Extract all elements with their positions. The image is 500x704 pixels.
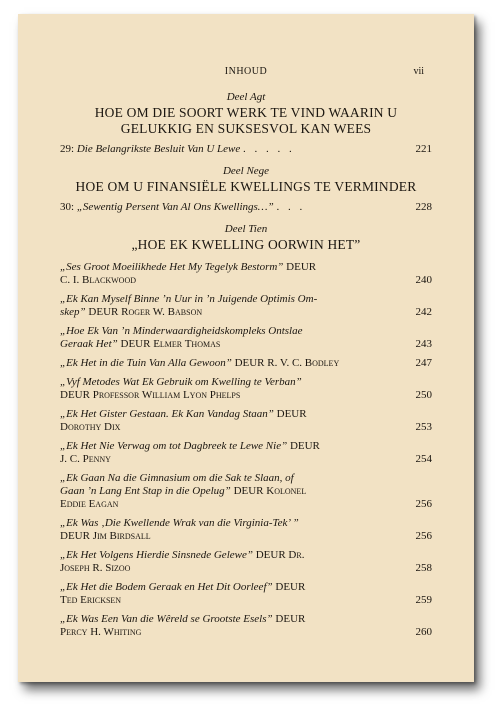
entry-author: Eddie Eagan	[60, 498, 119, 510]
entry-deur: DEUR	[120, 338, 151, 350]
entry-title: „Ek Het die Bodem Geraak en Het Dit Oorleef”	[60, 581, 273, 593]
list-item	[60, 613, 432, 639]
entry-author: Joseph R. Sizoo	[60, 562, 131, 574]
entry-author: J. C. Penny	[60, 453, 111, 465]
entry-author: C. I. Blackwood	[60, 274, 136, 286]
entry-title: „Ek Het Gister Gestaan. Ek Kan Vandag Staan”	[60, 408, 274, 420]
entry-title-cont: Gaan ’n Lang Ent Stap in die Opelug”	[60, 485, 231, 497]
part-title-line: HOE OM DIE SOORT WERK TE VIND WAARIN U	[94, 105, 398, 120]
entry-author: Dorothy Dix	[60, 421, 121, 433]
entry-title: „Ek Het Volgens Hierdie Sinsnede Gelewe”	[60, 549, 253, 561]
entry-deur: DEUR	[255, 549, 286, 561]
entry-title: „Vyf Metodes Wat Ek Gebruik om Kwelling te Verban”	[60, 376, 302, 388]
list-item	[60, 549, 432, 575]
list-item	[60, 261, 432, 287]
entry-title: „Ek Kan Myself Binne ’n Uur in ’n Juigende Optimis Om-	[60, 293, 318, 305]
leader-dots: . . .	[276, 201, 306, 213]
entry-deur: DEUR	[233, 485, 264, 497]
part-label: Deel Agt	[226, 91, 266, 103]
entry-author: Professor William Lyon Phelps	[92, 389, 241, 401]
entry-page: 258	[415, 562, 432, 574]
entry-deur: DEUR	[60, 389, 90, 401]
entry-page: 253	[415, 421, 432, 433]
entry-list	[60, 261, 432, 639]
entry-deur: DEUR	[286, 261, 317, 273]
list-item	[60, 408, 432, 434]
book-page	[18, 14, 474, 682]
entry-title-cont: skep”	[60, 306, 86, 318]
table-of-contents	[60, 90, 432, 645]
entry-deur: DEUR	[60, 530, 90, 542]
chapter-page: 228	[415, 201, 432, 213]
entry-author: Ted Ericksen	[60, 594, 122, 606]
entry-title-cont: Geraak Het”	[60, 338, 118, 350]
leader-dots: . . . . .	[243, 143, 295, 155]
list-item	[60, 325, 432, 351]
entry-rank: Kolonel	[266, 485, 307, 497]
list-item	[60, 472, 432, 511]
entry-page: 256	[415, 498, 432, 510]
chapter-number: 30:	[60, 201, 75, 213]
list-item	[60, 357, 432, 370]
part-title	[60, 105, 432, 137]
list-item	[60, 517, 432, 543]
entry-page: 243	[415, 338, 432, 350]
entry-deur: DEUR	[88, 306, 119, 318]
entry-title: „Ses Groot Moeilikhede Het My Tegelyk Bestorm”	[60, 261, 284, 273]
entry-author: Percy H. Whiting	[60, 626, 142, 638]
entry-page: 242	[415, 306, 432, 318]
list-item	[60, 293, 432, 319]
entry-title: „Ek Was ‚Die Kwellende Wrak van die Virginia-Tek’ ”	[60, 517, 299, 529]
list-item	[60, 376, 432, 402]
chapter-title: „Sewentig Persent Van Al Ons Kwellings…”	[76, 201, 274, 213]
entry-page: 254	[415, 453, 432, 465]
entry-title: „Ek Gaan Na die Gimnasium om die Sak te Slaan, of	[60, 472, 294, 484]
entry-page: 260	[415, 626, 432, 638]
header-page-number: vii	[413, 66, 424, 77]
entry-rank: Dr.	[288, 549, 305, 561]
entry-title: „Ek Het Nie Verwag om tot Dagbreek te Lewe Nie”	[60, 440, 288, 452]
part-title-line: GELUKKIG EN SUKSESVOL KAN WEES	[120, 121, 372, 136]
entry-author: R. V. C. Bodley	[267, 357, 340, 369]
part-title: „HOE EK KWELLING OORWIN HET”	[131, 237, 361, 252]
entry-deur: DEUR	[275, 581, 306, 593]
entry-page: 240	[415, 274, 432, 286]
part-label: Deel Nege	[222, 165, 270, 177]
entry-author: Elmer Thomas	[153, 338, 221, 350]
entry-page: 259	[415, 594, 432, 606]
entry-author: Roger W. Babson	[121, 306, 203, 318]
entry-page: 250	[415, 389, 432, 401]
entry-page: 247	[415, 357, 432, 369]
list-item	[60, 581, 432, 607]
chapter-title: Die Belangrikste Besluit Van U Lewe	[76, 143, 241, 155]
entry-deur: DEUR	[275, 613, 306, 625]
chapter-number: 29:	[60, 143, 75, 155]
running-header	[18, 66, 474, 80]
entry-title: „Ek Het in die Tuin Van Alla Gewoon”	[60, 357, 232, 369]
chapter-entry	[60, 143, 432, 156]
list-item	[60, 440, 432, 466]
entry-author: Jim Birdsall	[92, 530, 151, 542]
entry-deur: DEUR	[276, 408, 307, 420]
part-label: Deel Tien	[224, 223, 268, 235]
entry-page: 256	[415, 530, 432, 542]
chapter-page: 221	[415, 143, 432, 155]
entry-title: „Hoe Ek Van ’n Minderwaardigheidskompleks Ontslae	[60, 325, 303, 337]
chapter-entry	[60, 201, 432, 214]
entry-title: „Ek Was Een Van die Wêreld se Grootste Esels”	[60, 613, 273, 625]
part-title: HOE OM U FINANSIËLE KWELLINGS TE VERMINDER	[75, 179, 417, 194]
header-title: INHOUD	[224, 66, 268, 77]
entry-deur: DEUR	[234, 357, 265, 369]
entry-deur: DEUR	[289, 440, 320, 452]
